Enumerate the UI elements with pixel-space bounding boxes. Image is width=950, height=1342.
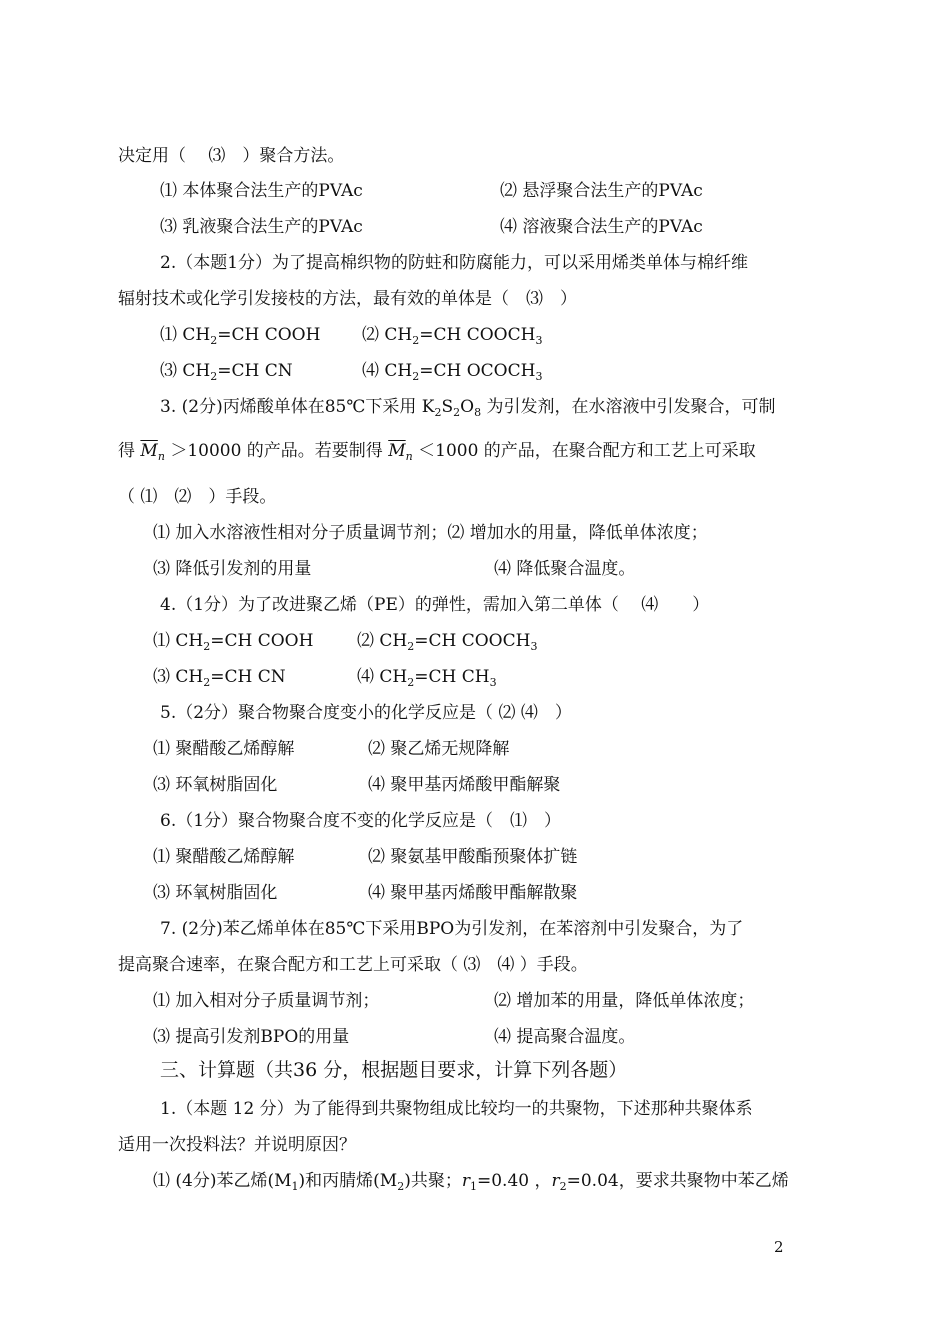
q5-option-4: ⑷ 聚甲基丙烯酸甲酯解聚: [368, 775, 561, 795]
question-7-line-2: 提高聚合速率，在聚合配方和工艺上可采取（ ⑶ ⑷ ）手段。: [118, 955, 588, 975]
q5-option-3: ⑶ 环氧树脂固化: [153, 775, 278, 795]
q4-option-4: ⑷ $CH_2=CH$ $CH_3$: [357, 667, 497, 689]
q7-option-2: ⑵ 增加苯的用量，降低单体浓度；: [494, 991, 755, 1011]
q4-option-3: ⑶ $CH_2=CH$ CN: [153, 667, 286, 689]
option-3: ⑶ 乳液聚合法生产的PVAc: [160, 217, 363, 237]
option-1: ⑴ 本体聚合法生产的PVAc: [160, 181, 363, 201]
question-3-line-2: 得 $\overline{M}_n >10000$ 的产品。若要制得 $\overline{M}_n <1000$ 的产品，在聚合配方和工艺上可采取: [118, 441, 756, 463]
q2-option-4: ⑷ $CH_2=CH$ $OCOCH_3$: [362, 361, 543, 383]
question-7-line-1: 7. (2分)苯乙烯单体在85℃下采用BPO为引发剂，在苯溶剂中引发聚合，为了: [160, 919, 744, 939]
calc-1-line-1: 1.（本题 12 分）为了能得到共聚物组成比较均一的共聚物，下述那种共聚体系: [160, 1099, 753, 1119]
q6-option-2: ⑵ 聚氨基甲酸酯预聚体扩链: [368, 847, 578, 867]
question-4: 4.（1分）为了改进聚乙烯（PE）的弹性，需加入第二单体（ ⑷ ）: [160, 595, 710, 615]
q7-option-4: ⑷ 提高聚合温度。: [494, 1027, 636, 1047]
question-5: 5.（2分）聚合物聚合度变小的化学反应是（ ⑵ ⑷ ）: [160, 703, 572, 723]
q7-option-1: ⑴ 加入相对分子质量调节剂；: [153, 991, 380, 1011]
calc-1-option-1: ⑴ (4分)苯乙烯$(M_1)$和丙腈烯$(M_2)$共聚；$r_1=0.40$ ，$r_2=0.04$，要求共聚物中苯乙烯: [153, 1171, 789, 1193]
q2-option-3: ⑶ $CH_2=CH$ CN: [160, 361, 293, 383]
q6-option-3: ⑶ 环氧树脂固化: [153, 883, 278, 903]
q6-option-4: ⑷ 聚甲基丙烯酸甲酯解散聚: [368, 883, 578, 903]
q2-option-1: ⑴ $CH_2=CH$ COOH: [160, 325, 321, 347]
q2-option-2: ⑵ $CH_2=CH$ $COOCH_3$: [362, 325, 543, 347]
q3-option-4: ⑷ 降低聚合温度。: [494, 559, 636, 579]
q6-option-1: ⑴ 聚醋酸乙烯醇解: [153, 847, 295, 867]
option-2: ⑵ 悬浮聚合法生产的PVAc: [500, 181, 703, 201]
option-4: ⑷ 溶液聚合法生产的PVAc: [500, 217, 703, 237]
q3-options-1-2: ⑴ 加入水溶液性相对分子质量调节剂；⑵ 增加水的用量，降低单体浓度；: [153, 523, 708, 543]
q5-option-1: ⑴ 聚醋酸乙烯醇解: [153, 739, 295, 759]
page-number: 2: [774, 1238, 784, 1256]
q4-option-1: ⑴ $CH_2=CH$ COOH: [153, 631, 314, 653]
q7-option-3: ⑶ 提高引发剂BPO的用量: [153, 1027, 350, 1047]
calc-1-line-2: 适用一次投料法？并说明原因？: [118, 1135, 356, 1155]
q4-option-2: ⑵ $CH_2=CH$ $COOCH_3$: [357, 631, 538, 653]
q5-option-2: ⑵ 聚乙烯无规降解: [368, 739, 510, 759]
text-line: 决定用（ ⑶ ）聚合方法。: [118, 146, 345, 166]
question-2-line-1: 2.（本题1分）为了提高棉织物的防蛀和防腐能力，可以采用烯类单体与棉纤维: [160, 253, 749, 273]
question-6: 6.（1分）聚合物聚合度不变的化学反应是（ ⑴ ）: [160, 811, 562, 831]
question-3-line-3: （ ⑴ ⑵ ）手段。: [118, 487, 277, 507]
section-heading: 三、计算题（共36 分，根据题目要求，计算下列各题）: [160, 1059, 628, 1081]
question-2-line-2: 辐射技术或化学引发接枝的方法，最有效的单体是（ ⑶ ）: [118, 289, 577, 309]
question-3-line-1: 3. (2分)丙烯酸单体在85℃下采用 $K_2S_2O_8$ 为引发剂，在水溶液中引发聚合，可制: [160, 397, 776, 419]
q3-option-3: ⑶ 降低引发剂的用量: [153, 559, 312, 579]
